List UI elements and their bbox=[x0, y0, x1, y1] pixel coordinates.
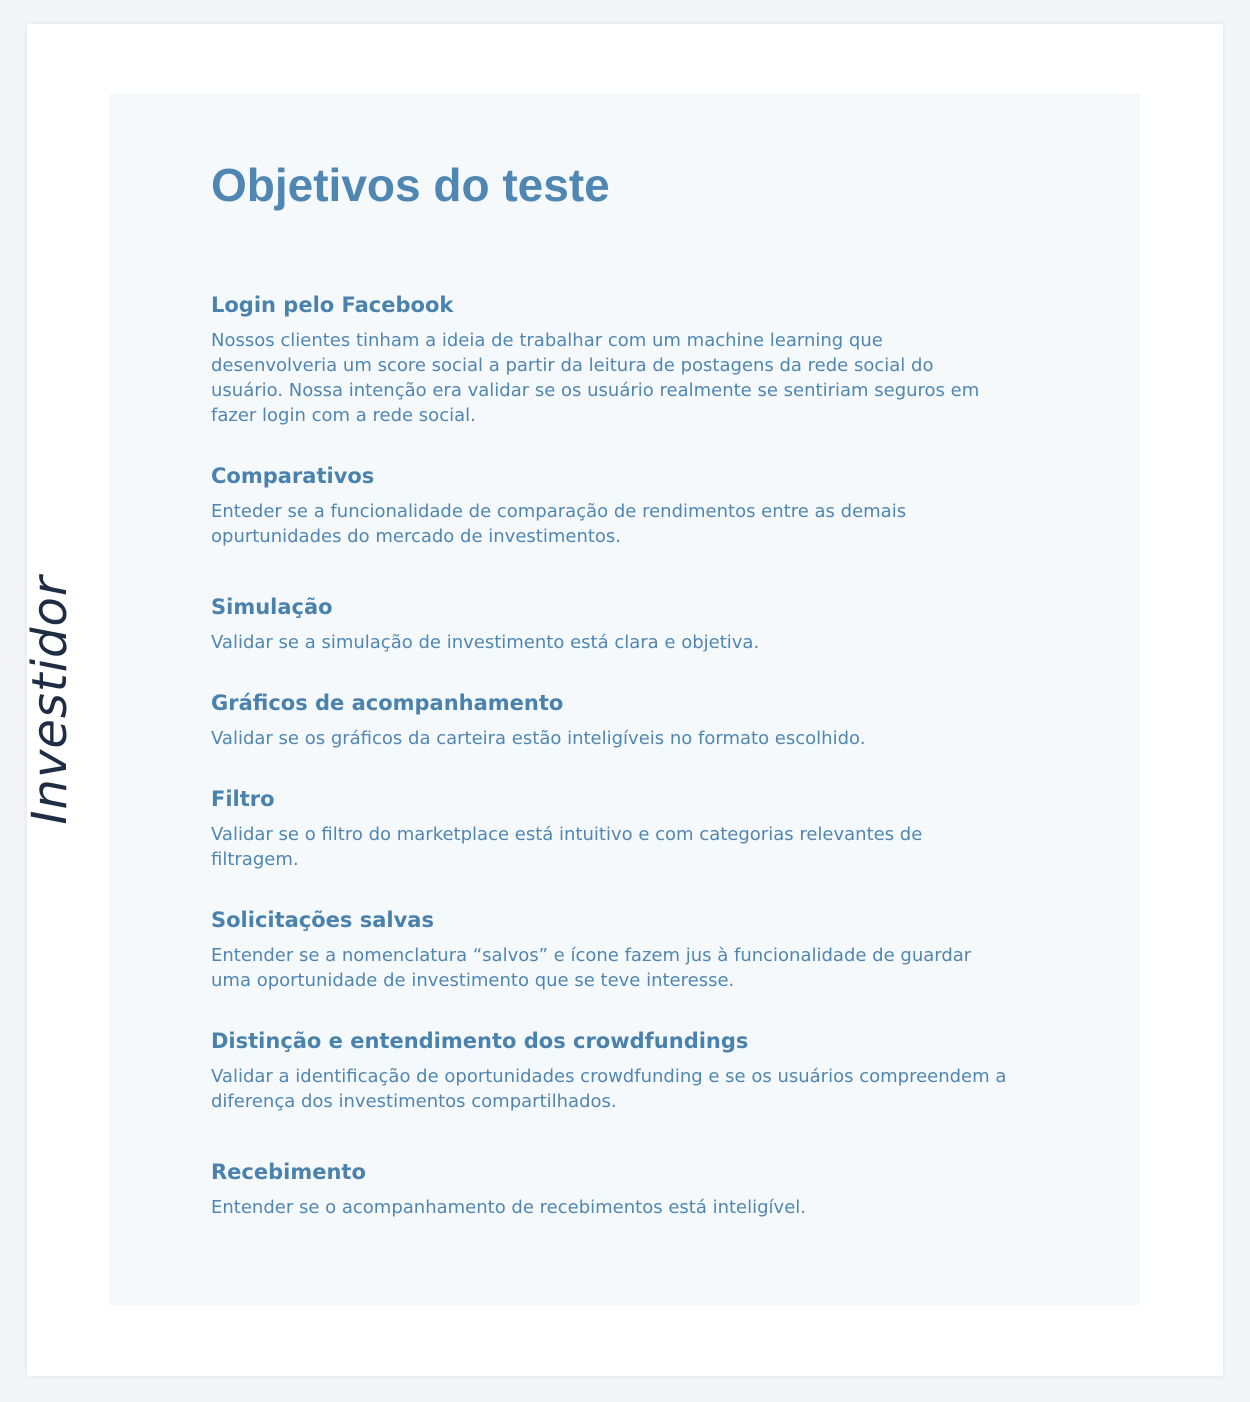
objectives-content bbox=[211, 155, 1011, 1254]
section-text: Validar se a simulação de investimento está clara e objetiva. bbox=[211, 632, 760, 653]
section-heading: Simulação bbox=[211, 595, 333, 619]
section-heading: Comparativos bbox=[211, 464, 375, 488]
section-crowdfundings bbox=[211, 1027, 1011, 1114]
section-simulacao bbox=[211, 593, 1011, 655]
page-title: Objetivos do teste bbox=[211, 159, 610, 211]
section-text: Validar se o filtro do marketplace está intuitivo e com categorias relevantes de filtragem. bbox=[211, 824, 923, 870]
section-text: Entender se a nomenclatura “salvos” e ícone fazem jus à funcionalidade de guardar uma oportunidade de investimento que se teve interesse. bbox=[211, 945, 972, 991]
section-heading: Solicitações salvas bbox=[211, 908, 434, 932]
section-heading: Distinção e entendimento dos crowdfundings bbox=[211, 1029, 749, 1053]
section-text: Validar a identificação de oportunidades crowdfunding e se os usuários compreendem a diferença dos investimentos compartilhados. bbox=[211, 1066, 1007, 1112]
section-comparativos bbox=[211, 462, 1011, 549]
section-recebimento bbox=[211, 1158, 1011, 1220]
section-filtro bbox=[211, 785, 1011, 872]
section-heading: Recebimento bbox=[211, 1160, 366, 1184]
section-solicitacoes-salvas bbox=[211, 906, 1011, 993]
section-text: Nossos clientes tinham a ideia de trabalhar com um machine learning que desenvolveria um score social a partir da leitura de postagens da rede social do usuário. Nossa intenção era validar se os usuário realmente se sentiriam seguros em fazer login com a rede social. bbox=[211, 330, 980, 426]
section-text: Validar se os gráficos da carteira estão inteligíveis no formato escolhido. bbox=[211, 728, 866, 749]
section-login-facebook bbox=[211, 291, 1011, 428]
side-label-text: Investidor bbox=[22, 575, 78, 825]
section-heading: Login pelo Facebook bbox=[211, 293, 454, 317]
section-heading: Gráficos de acompanhamento bbox=[211, 691, 564, 715]
section-text: Enteder se a funcionalidade de comparação de rendimentos entre as demais opurtunidades do mercado de investimentos. bbox=[211, 501, 907, 547]
section-graficos bbox=[211, 689, 1011, 751]
section-text: Entender se o acompanhamento de recebimentos está inteligível. bbox=[211, 1197, 807, 1218]
section-heading: Filtro bbox=[211, 787, 275, 811]
